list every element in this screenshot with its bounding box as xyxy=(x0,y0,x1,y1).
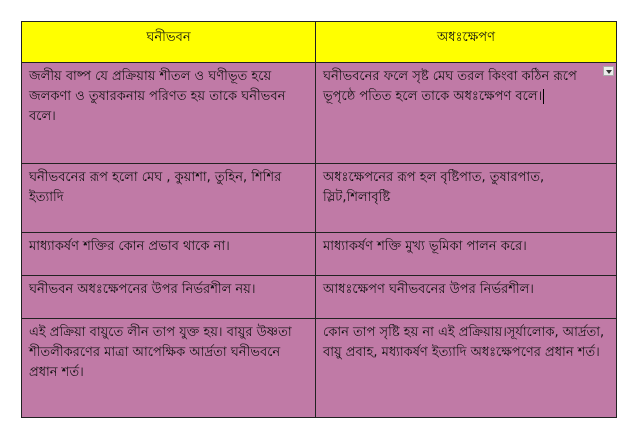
table-cell-text: ঘনীভবনের ফলে সৃষ্ট মেঘ তরল কিংবা কঠিন রূপে ভূপৃষ্ঠে পতিত হলে তাকে অধঃক্ষেপণ বলে। xyxy=(323,69,577,104)
table-cell[interactable]: মাধ্যাকর্ষণ শক্তির কোন প্রভাব থাকে না। xyxy=(22,233,316,276)
table-cell[interactable]: এই প্রক্রিয়া বায়ুতে লীন তাপ যুক্ত হয়। বায়ুর উষ্ণতা শীতলীকরণের মাত্রা আপেক্ষিক আর্দ্রতা ঘনীভবনে প্রধান শর্ত। xyxy=(22,319,316,418)
comparison-table xyxy=(21,21,617,418)
table-cell[interactable]: ঘনীভবন অধঃক্ষেপনের উপর নির্ভরশীল নয়। xyxy=(22,276,316,319)
table-row xyxy=(22,319,617,418)
table-row xyxy=(22,276,617,319)
table-cell[interactable]: কোন তাপ সৃষ্টি হয় না এই প্রক্রিয়ায়।সূর্যালোক, আর্দ্রতা, বায়ু প্রবাহ, মধ্যাকর্ষণ ইত্যাদি অধঃক্ষেপণের প্রধান শর্ত। xyxy=(316,319,617,418)
table-cell[interactable]: আধঃক্ষেপণ ঘনীভবনের উপর নির্ভরশীল। xyxy=(316,276,617,319)
table-row xyxy=(22,233,617,276)
table-cell[interactable]: জলীয় বাষ্প যে প্রক্রিয়ায় শীতল ও ঘণীভূত হয়ে জলকণা ও তুষারকনায় পরিণত হয় তাকে ঘনীভবন বলে। xyxy=(22,63,316,164)
table-header-row xyxy=(22,22,617,63)
dropdown-arrow-icon[interactable] xyxy=(603,66,614,76)
text-cursor xyxy=(543,89,544,104)
table-row xyxy=(22,63,617,164)
table-cell[interactable]: অধঃক্ষেপনের রূপ হল বৃষ্টিপাত, তুষারপাত, স্লিট,শিলাবৃষ্টি xyxy=(316,164,617,233)
table-cell-active[interactable] xyxy=(316,63,617,164)
table-cell[interactable]: ঘনীভবনের রূপ হলো মেঘ , কুয়াশা, তুহিন, শিশির ইত্যাদি xyxy=(22,164,316,233)
header-condensation: ঘনীভবন xyxy=(22,22,316,63)
table-row xyxy=(22,164,617,233)
header-precipitation: অধঃক্ষেপণ xyxy=(316,22,617,63)
table-cell[interactable]: মাধ্যাকর্ষণ শক্তি মুখ্য ভূমিকা পালন করে। xyxy=(316,233,617,276)
